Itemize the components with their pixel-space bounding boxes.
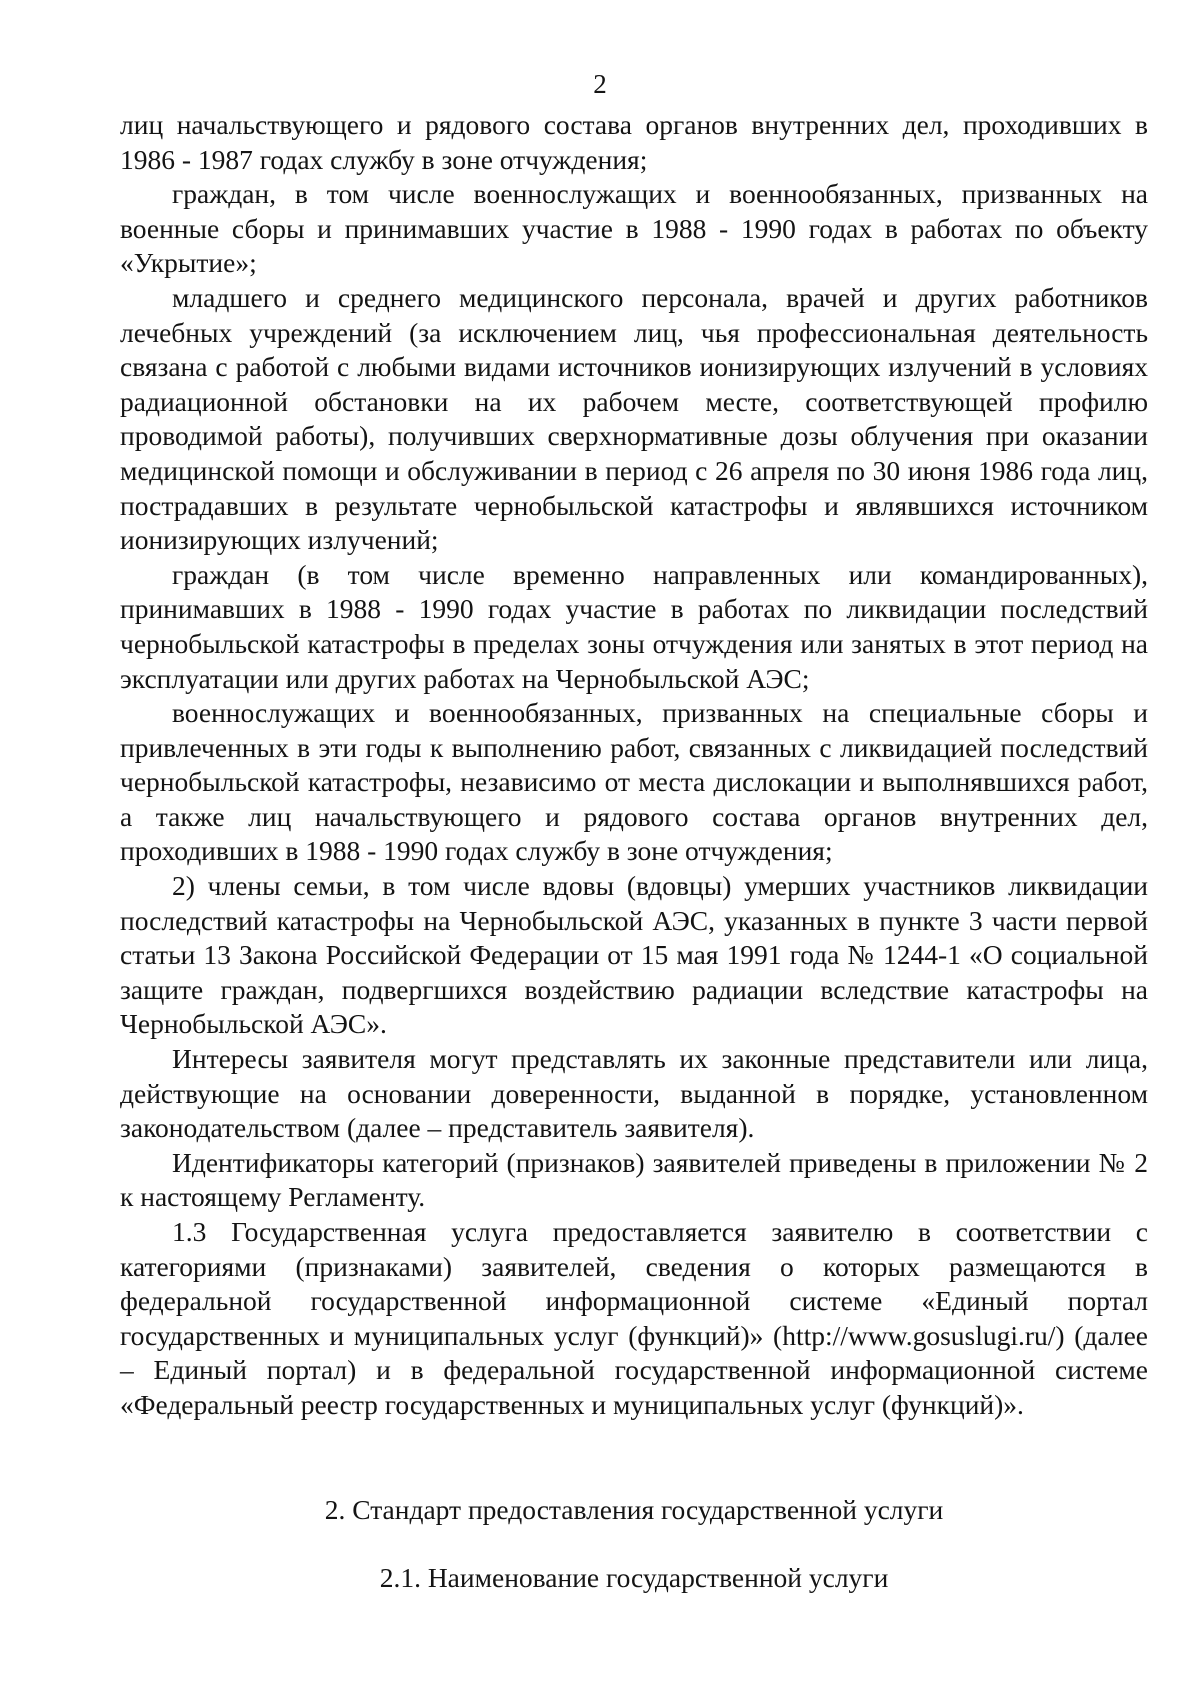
section-heading: 2. Стандарт предоставления государственной услуги xyxy=(324,1493,944,1525)
subsection-heading: 2.1. Наименование государственной услуги xyxy=(379,1562,889,1594)
paragraph: Идентификаторы категорий (признаков) заявителей приведены в приложении № 2 к настоящему Регламенту. xyxy=(120,1146,1148,1213)
paragraph: лиц начальствующего и рядового состава органов внутренних дел, проходивших в 1986 - 1987 годах службу в зоне отчуждения; xyxy=(120,109,1148,175)
document-body xyxy=(120,108,1148,1596)
paragraph: 1.3 Государственная услуга предоставляется заявителю в соответствии с категориями (признаками) заявителей, сведения о которых размещаются в федеральной государственной информационной системе «Единый портал государственных и муниципальных услуг (функций)» (http://www.gosuslugi.ru/) (далее – Единый портал) и в федеральной государственной информационной системе «Федеральный реестр государственных и муниципальных услуг (функций)». xyxy=(120,1216,1148,1420)
paragraph: 2) члены семьи, в том числе вдовы (вдовцы) умерших участников ликвидации последствий катастрофы на Чернобыльской АЭС, указанных в пункте 3 части первой статьи 13 Закона Российской Федерации от 15 мая 1991 года № 1244-1 «О социальной защите граждан, подвергшихся воздействию радиации вследствие катастрофы на Чернобыльской АЭС». xyxy=(120,870,1148,1040)
paragraph: младшего и среднего медицинского персонала, врачей и других работников лечебных учреждений (за исключением лиц, чья профессиональная деятельность связана с работой с любыми видами источников ионизирующих излучений в условиях радиационной обстановки на их рабочем месте, соответствующей профилю проводимой работы), получивших сверхнормативные дозы облучения при оказании медицинской помощи и обслуживании в период с 26 апреля по 30 июня 1986 года лиц, пострадавших в результате чернобыльской катастрофы и являвшихся источником ионизирующих излучений; xyxy=(120,281,1148,556)
paragraph: военнослужащих и военнообязанных, призванных на специальные сборы и привлеченных в эти годы к выполнению работ, связанных с ликвидацией последствий чернобыльской катастрофы, независимо от места дислокации и выполнявшихся работ, а также лиц начальствующего и рядового состава органов внутренних дел, проходивших в 1988 - 1990 годах службу в зоне отчуждения; xyxy=(120,697,1148,867)
section-spacer xyxy=(120,1423,1148,1493)
paragraph: Интересы заявителя могут представлять их законные представители или лица, действующие на основании доверенности, выданной в порядке, установленном законодательством (далее – представитель заявителя). xyxy=(120,1043,1148,1144)
paragraph: граждан, в том числе военнослужащих и военнообязанных, призванных на военные сборы и принимавших участие в 1988 - 1990 годах в работах по объекту «Укрытие»; xyxy=(120,178,1148,279)
page-number: 2 xyxy=(593,69,607,99)
paragraph: граждан (в том числе временно направленных или командированных), принимавших в 1988 - 1990 годах участие в работах по ликвидации последствий чернобыльской катастрофы в пределах зоны отчуждения или занятых в этот период на эксплуатации или других работах на Чернобыльской АЭС; xyxy=(120,558,1148,694)
